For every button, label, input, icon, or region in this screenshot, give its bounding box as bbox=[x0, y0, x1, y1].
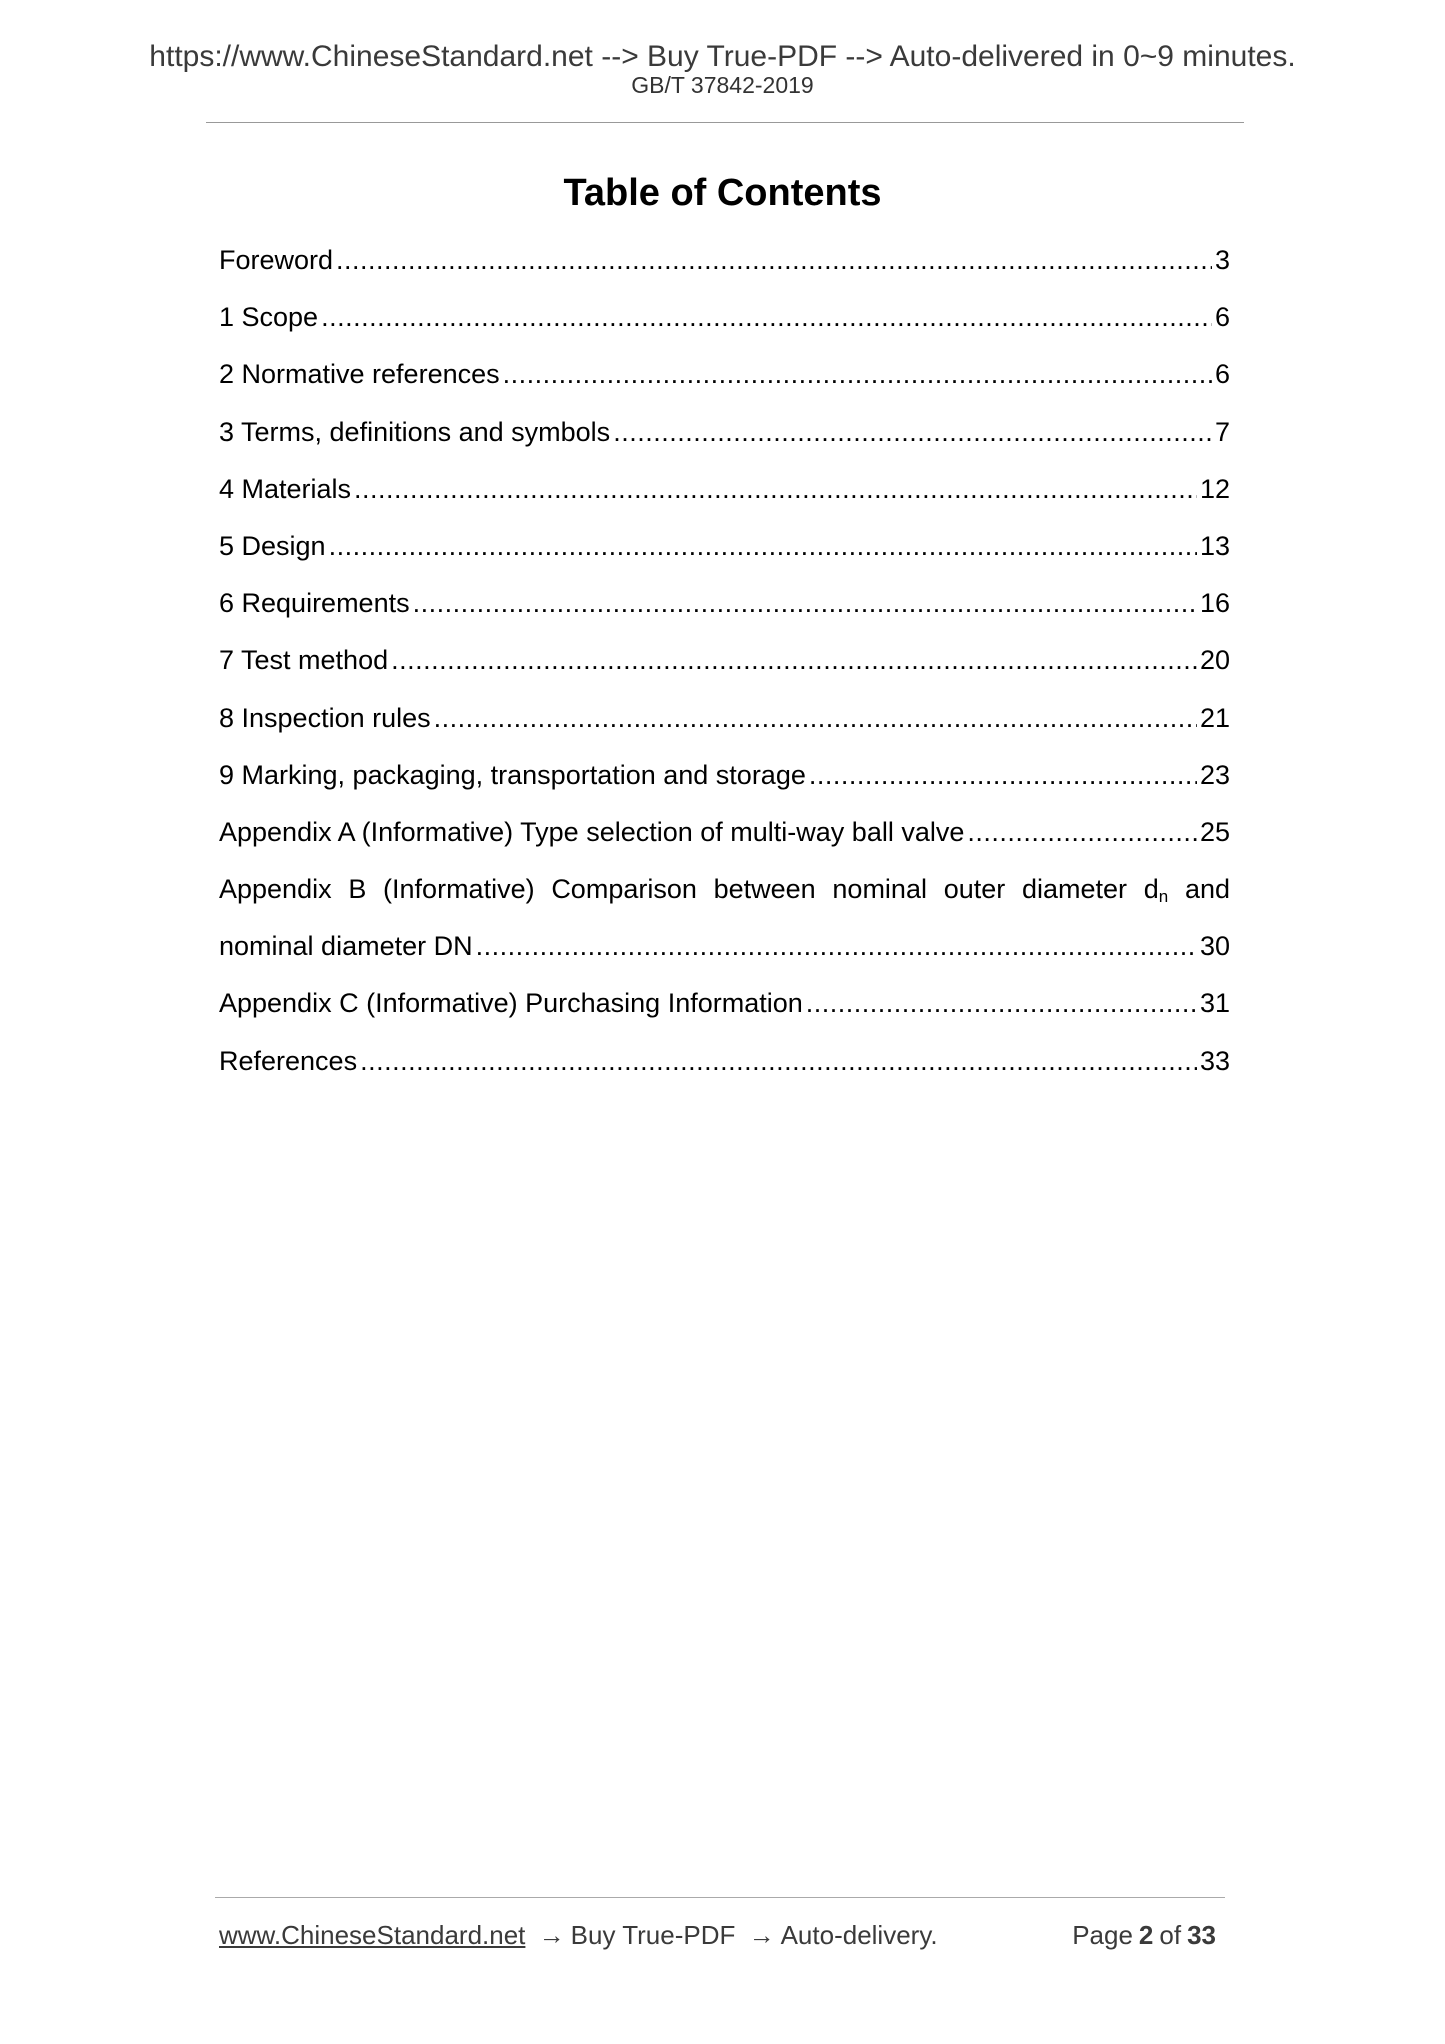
document-code: GB/T 37842-2019 bbox=[631, 72, 814, 98]
dot-leader bbox=[391, 636, 1197, 684]
toc-entry-label: 7 Test method bbox=[219, 645, 389, 676]
toc-entry-word: (Informative) bbox=[383, 874, 535, 905]
toc-entry-appendix-a[interactable] bbox=[219, 808, 1230, 865]
page-indicator bbox=[1072, 1918, 1222, 1952]
toc-entry-page: 6 bbox=[1214, 359, 1230, 390]
toc-entry-word: diameter bbox=[1021, 874, 1127, 905]
site-link[interactable]: www.ChineseStandard.net bbox=[219, 1920, 526, 1950]
toc-entry-page: 6 bbox=[1214, 302, 1230, 333]
toc-entry-page: 12 bbox=[1199, 473, 1230, 504]
toc-entry-label: 9 Marking, packaging, transportation and storage bbox=[219, 759, 806, 790]
footer-buy-text: Buy True-PDF bbox=[570, 1920, 736, 1950]
toc-entry-label: 6 Requirements bbox=[219, 588, 410, 619]
toc-entry-scope[interactable] bbox=[219, 293, 1230, 350]
dot-leader bbox=[967, 808, 1197, 856]
dot-leader bbox=[413, 579, 1197, 627]
toc-entry-word: Appendix bbox=[219, 874, 332, 905]
toc-entry-label: 3 Terms, definitions and symbols bbox=[219, 416, 611, 447]
toc-entry-label: Appendix A (Informative) Type selection of multi-way ball valve bbox=[219, 816, 965, 847]
toc-entry-label: References bbox=[219, 1045, 358, 1076]
total-page-count: 33 bbox=[1187, 1920, 1216, 1950]
toc-entry-inspection-rules[interactable] bbox=[219, 694, 1230, 751]
toc-entry-word: outer bbox=[943, 874, 1006, 905]
symbol-d: d bbox=[1143, 874, 1159, 905]
of-word: of bbox=[1159, 1920, 1182, 1950]
table-of-contents bbox=[219, 236, 1230, 1094]
diameter-symbol bbox=[1144, 865, 1169, 921]
toc-entry-appendix-b-line1[interactable] bbox=[219, 865, 1230, 922]
dot-leader bbox=[360, 1037, 1197, 1085]
footer-delivery-text: Auto-delivery. bbox=[780, 1920, 938, 1950]
toc-entry-materials[interactable] bbox=[219, 465, 1230, 522]
toc-entry-page: 16 bbox=[1199, 588, 1230, 619]
toc-entry-word: B bbox=[348, 874, 367, 905]
dot-leader bbox=[336, 236, 1212, 284]
toc-entry-word: and bbox=[1184, 874, 1230, 905]
toc-entry-word: Comparison bbox=[551, 874, 697, 905]
toc-entry-appendix-b-line2[interactable] bbox=[219, 922, 1230, 979]
toc-entry-word: nominal bbox=[832, 874, 927, 905]
toc-entry-page: 23 bbox=[1199, 759, 1230, 790]
toc-entry-label: 8 Inspection rules bbox=[219, 702, 431, 733]
current-page-number: 2 bbox=[1138, 1920, 1154, 1950]
toc-entry-label: 4 Materials bbox=[219, 473, 352, 504]
toc-title: Table of Contents bbox=[563, 172, 882, 214]
toc-entry-page: 21 bbox=[1199, 702, 1230, 733]
dot-leader bbox=[613, 408, 1212, 456]
footer-divider bbox=[215, 1897, 1225, 1898]
toc-entry-terms[interactable] bbox=[219, 408, 1230, 465]
toc-entry-requirements[interactable] bbox=[219, 579, 1230, 636]
toc-entry-page: 25 bbox=[1199, 816, 1230, 847]
toc-entry-page: 13 bbox=[1199, 530, 1230, 561]
toc-entry-marking[interactable] bbox=[219, 751, 1230, 808]
arrow-right-icon: → bbox=[538, 1920, 565, 1950]
toc-entry-references[interactable] bbox=[219, 1037, 1230, 1094]
toc-entry-word: between bbox=[713, 874, 816, 905]
toc-entry-page: 33 bbox=[1199, 1045, 1230, 1076]
toc-entry-design[interactable] bbox=[219, 522, 1230, 579]
toc-entry-test-method[interactable] bbox=[219, 636, 1230, 693]
dot-leader bbox=[503, 350, 1212, 398]
arrow-right-icon: → bbox=[748, 1920, 775, 1950]
toc-entry-page: 20 bbox=[1199, 645, 1230, 676]
dot-leader bbox=[476, 922, 1197, 970]
toc-entry-label: 2 Normative references bbox=[219, 359, 500, 390]
dot-leader bbox=[806, 979, 1197, 1027]
dot-leader bbox=[354, 465, 1197, 513]
dot-leader bbox=[329, 522, 1197, 570]
toc-entry-label: 5 Design bbox=[219, 530, 326, 561]
page-word: Page bbox=[1072, 1920, 1133, 1950]
subscript-n: n bbox=[1158, 887, 1169, 907]
toc-entry-page: 30 bbox=[1199, 931, 1230, 962]
toc-entry-page: 3 bbox=[1214, 245, 1230, 275]
header-divider bbox=[206, 122, 1244, 123]
toc-entry-normative-references[interactable] bbox=[219, 350, 1230, 407]
toc-entry-label: 1 Scope bbox=[219, 302, 319, 333]
top-banner: https://www.ChineseStandard.net --> Buy True-PDF --> Auto-delivered in 0~9 minutes. bbox=[149, 40, 1296, 73]
toc-entry-page: 31 bbox=[1199, 988, 1230, 1019]
page-footer bbox=[219, 1918, 1225, 1952]
toc-entry-label: Foreword bbox=[219, 245, 334, 275]
toc-entry-label: Appendix C (Informative) Purchasing Information bbox=[219, 988, 803, 1019]
toc-entry-page: 7 bbox=[1214, 416, 1230, 447]
toc-entry-label: nominal diameter DN bbox=[219, 931, 473, 962]
dot-leader bbox=[434, 694, 1197, 742]
dot-leader bbox=[809, 751, 1197, 799]
toc-entry-foreword[interactable] bbox=[219, 236, 1230, 293]
dot-leader bbox=[321, 293, 1212, 341]
toc-entry-appendix-c[interactable] bbox=[219, 979, 1230, 1036]
